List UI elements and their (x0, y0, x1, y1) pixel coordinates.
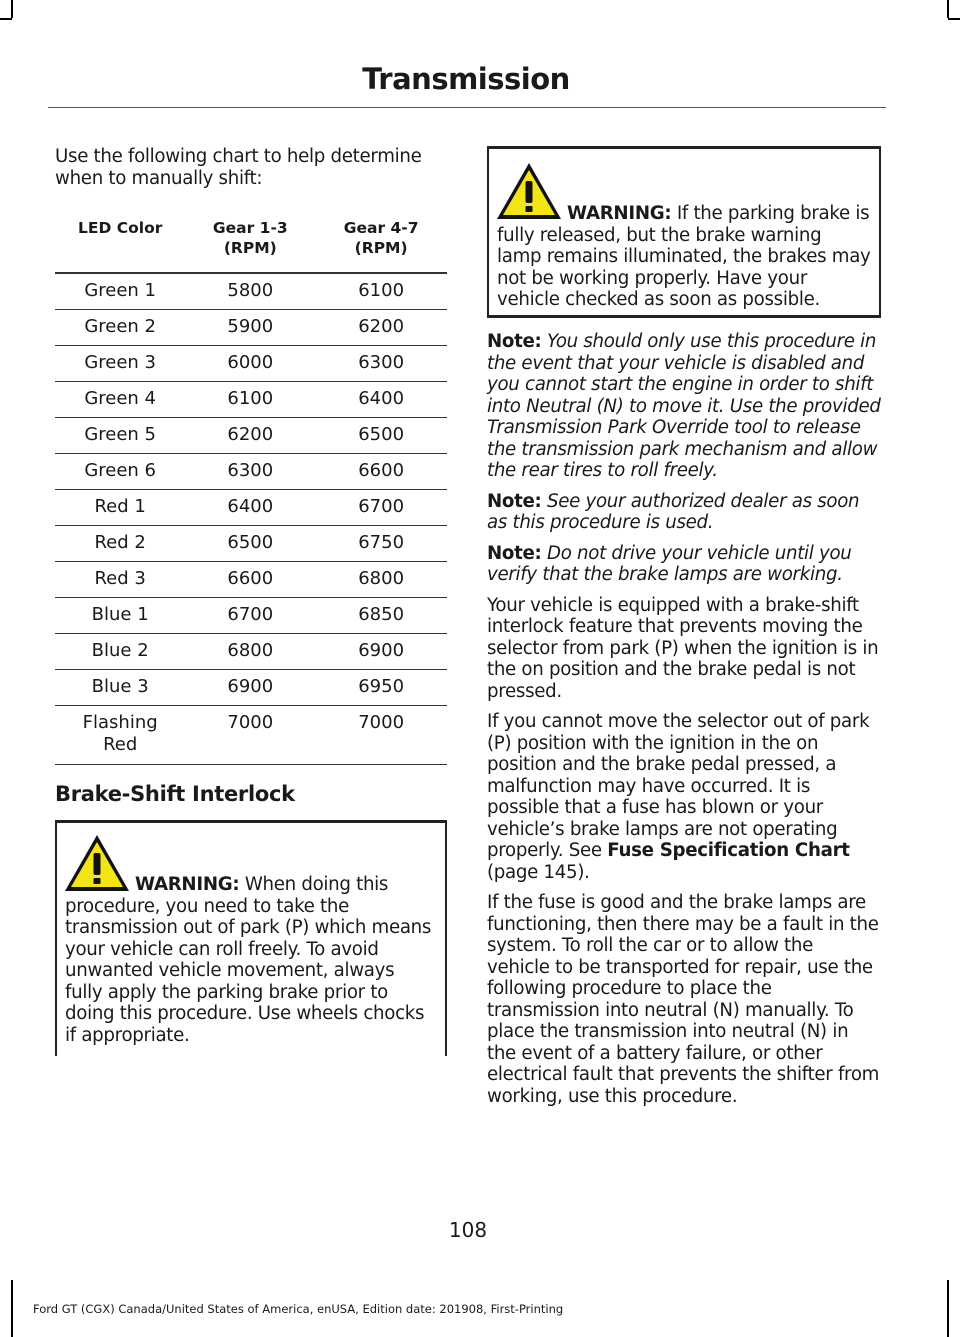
cell-gear-1-3-rpm: 6600 (185, 562, 315, 598)
footer-edition: Ford GT (CGX) Canada/United States of America, enUSA, Edition date: 201908, First-Printing (33, 1302, 564, 1316)
cell-led-color: Red 2 (55, 526, 185, 562)
intro-text: Use the following chart to help determine when to manually shift: (55, 146, 422, 189)
section-title: Brake-Shift Interlock (55, 782, 295, 806)
warning-box-left (55, 820, 447, 1056)
fuse-chart-reference[interactable]: Fuse Specification Chart (607, 840, 850, 861)
warning-triangle-icon (63, 833, 131, 893)
table-row (55, 382, 447, 418)
crop-mark (11, 1280, 13, 1337)
cell-led-color: Green 2 (55, 310, 185, 346)
warning-label: WARNING: (567, 203, 672, 224)
cell-led-color: Green 6 (55, 454, 185, 490)
table-row (55, 490, 447, 526)
cell-gear-4-7-rpm: 6850 (315, 598, 447, 634)
cell-led-color: Red 3 (55, 562, 185, 598)
cell-gear-1-3-rpm: 7000 (185, 706, 315, 765)
notes-and-body (487, 331, 881, 1107)
table-row (55, 598, 447, 634)
table-row (55, 634, 447, 670)
body-paragraph-1: Your vehicle is equipped with a brake-shift interlock feature that prevents moving the selector from park (P) when the ignition is in the on position and the brake pedal is not pressed. (487, 594, 879, 702)
cell-gear-4-7-rpm: 6700 (315, 490, 447, 526)
table-row (55, 273, 447, 310)
cell-gear-1-3-rpm: 6300 (185, 454, 315, 490)
table-row (55, 454, 447, 490)
cell-led-color: Green 5 (55, 418, 185, 454)
warning-label: WARNING: (135, 874, 240, 895)
right-column (487, 146, 881, 1116)
column-header-gear-1-3: Gear 1-3 (RPM) (185, 210, 315, 273)
column-header-led-color: LED Color (55, 210, 185, 273)
crop-mark (947, 0, 949, 18)
page-number: 108 (448, 1218, 488, 1242)
cell-gear-4-7-rpm: 7000 (315, 706, 447, 765)
cell-gear-4-7-rpm: 6600 (315, 454, 447, 490)
cell-gear-1-3-rpm: 6700 (185, 598, 315, 634)
cell-gear-4-7-rpm: 6200 (315, 310, 447, 346)
crop-mark (948, 18, 960, 20)
cell-led-color: Flashing Red (55, 706, 185, 765)
cell-led-color: Blue 1 (55, 598, 185, 634)
crop-mark (0, 18, 12, 20)
cell-gear-1-3-rpm: 6100 (185, 382, 315, 418)
cell-gear-1-3-rpm: 6500 (185, 526, 315, 562)
cell-gear-4-7-rpm: 6400 (315, 382, 447, 418)
cell-gear-1-3-rpm: 6400 (185, 490, 315, 526)
cell-led-color: Green 4 (55, 382, 185, 418)
body-paragraph-2: If you cannot move the selector out of park (P) position with the ignition in the on position and the brake pedal pressed, a malfunction may have occurred. It is possible that a fuse has blown or your vehicle’s brake lamps are not operating properly. See Fuse Specification Chart (page 145). (487, 711, 870, 883)
cell-gear-1-3-rpm: 6000 (185, 346, 315, 382)
cell-gear-1-3-rpm: 5900 (185, 310, 315, 346)
cell-gear-1-3-rpm: 6800 (185, 634, 315, 670)
cell-gear-1-3-rpm: 6200 (185, 418, 315, 454)
cell-led-color: Green 1 (55, 273, 185, 310)
note-2: Note: See your authorized dealer as soon as this procedure is used. (487, 490, 860, 533)
table-row (55, 562, 447, 598)
cell-gear-1-3-rpm: 6900 (185, 670, 315, 706)
table-row (55, 670, 447, 706)
warning-triangle-icon (495, 161, 563, 221)
table-row (55, 706, 447, 765)
shift-rpm-table (55, 210, 447, 765)
table-row (55, 310, 447, 346)
cell-led-color: Green 3 (55, 346, 185, 382)
left-column (55, 146, 447, 1046)
table-row (55, 346, 447, 382)
table-row (55, 526, 447, 562)
cell-gear-1-3-rpm: 5800 (185, 273, 315, 310)
cell-gear-4-7-rpm: 6950 (315, 670, 447, 706)
cell-gear-4-7-rpm: 6900 (315, 634, 447, 670)
cell-led-color: Blue 2 (55, 634, 185, 670)
column-header-gear-4-7: Gear 4-7 (RPM) (315, 210, 447, 273)
cell-gear-4-7-rpm: 6800 (315, 562, 447, 598)
warning-box-right (487, 146, 881, 318)
note-3: Note: Do not drive your vehicle until you verify that the brake lamps are working. (487, 542, 852, 585)
cell-gear-4-7-rpm: 6750 (315, 526, 447, 562)
table-row (55, 418, 447, 454)
table-header-row (55, 210, 447, 273)
cell-led-color: Blue 3 (55, 670, 185, 706)
note-1: Note: You should only use this procedure in the event that your vehicle is disabled and you cannot start the engine in order to shift into Neutral (N) to move it. Use the provided Transmission Park Override tool to release the transmission park mechanism and allow the rear tires to roll freely. (487, 331, 881, 481)
warning-text: WARNING: If the parking brake is fully released, but the brake warning lamp remains illuminated, the brakes may not be working properly. Have your vehicle checked as soon as possible. (497, 203, 871, 310)
header-divider (48, 107, 886, 108)
warning-text: WARNING: When doing this procedure, you need to take the transmission out of park (P) which means your vehicle can roll freely. To avoid unwanted vehicle movement, always fully apply the parking brake prior to doing this procedure. Use wheels chocks if appropriate. (65, 874, 432, 1046)
cell-gear-4-7-rpm: 6500 (315, 418, 447, 454)
crop-mark (947, 1280, 949, 1337)
body-paragraph-3: If the fuse is good and the brake lamps are functioning, then there may be a fault in the system. To roll the car or to allow the vehicle to be transported for repair, use the following procedure to place the transmission into neutral (N) manually. To place the transmission into neutral (N) in the event of a battery failure, or other electrical fault that prevents the shifter from working, use this procedure. (487, 892, 880, 1107)
page-title: Transmission (362, 62, 570, 96)
cell-gear-4-7-rpm: 6300 (315, 346, 447, 382)
cell-gear-4-7-rpm: 6100 (315, 273, 447, 310)
crop-mark (11, 0, 13, 18)
cell-led-color: Red 1 (55, 490, 185, 526)
